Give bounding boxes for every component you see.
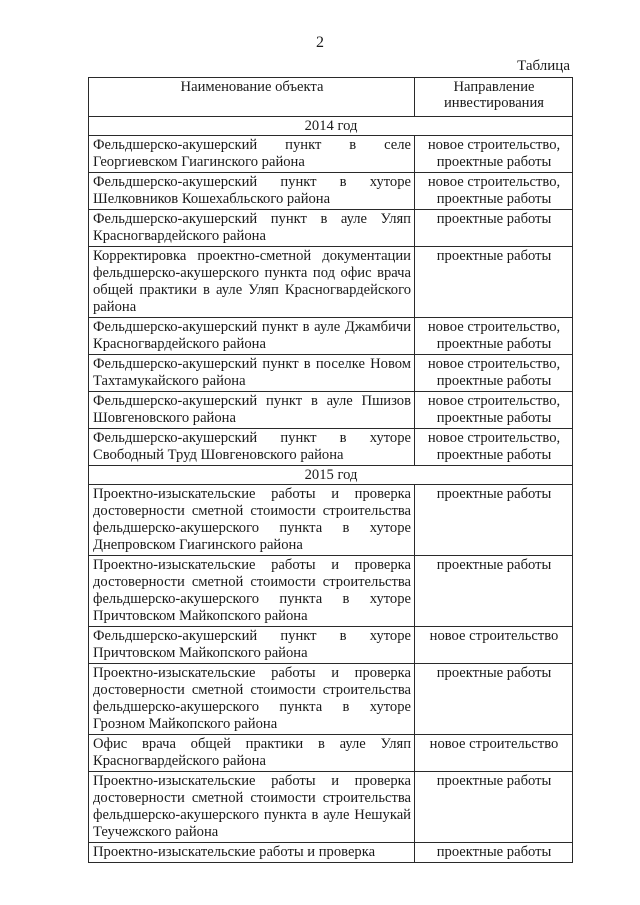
investment-direction: проектные работы xyxy=(415,843,573,863)
section-year-row xyxy=(89,466,573,485)
page-number: 2 xyxy=(316,34,324,51)
table-row xyxy=(89,392,573,429)
object-name: Фельдшерско-акушерский пункт в селе Георгиевском Гиагинского района xyxy=(89,136,415,173)
table-caption: Таблица xyxy=(517,58,570,74)
investment-direction: проектные работы xyxy=(415,485,573,556)
object-name: Проектно-изыскательские работы и проверка достоверности сметной стоимости строительства фельдшерско-акушерского пункта в хуторе Днепровском Гиагинского района xyxy=(89,485,415,556)
object-name: Фельдшерско-акушерский пункт в хуторе Шелковников Кошехабльского района xyxy=(89,173,415,210)
investment-direction: проектные работы xyxy=(415,247,573,318)
investment-direction: проектные работы xyxy=(415,556,573,627)
table-row xyxy=(89,173,573,210)
section-year: 2015 год xyxy=(89,466,573,485)
object-name: Корректировка проектно-сметной документации фельдшерско-акушерского пункта под офис врача общей практики в ауле Уляп Красногвардейского района xyxy=(89,247,415,318)
investment-direction: новое строительство, проектные работы xyxy=(415,318,573,355)
investment-direction: новое строительство, проектные работы xyxy=(415,429,573,466)
object-name: Проектно-изыскательские работы и проверка xyxy=(89,843,415,863)
object-name: Проектно-изыскательские работы и проверка достоверности сметной стоимости строительства фельдшерско-акушерского пункта в хуторе Грозном Майкопского района xyxy=(89,664,415,735)
investment-direction: проектные работы xyxy=(415,664,573,735)
investment-direction: новое строительство, проектные работы xyxy=(415,392,573,429)
investment-direction: новое строительство, проектные работы xyxy=(415,355,573,392)
object-name: Офис врача общей практики в ауле Уляп Красногвардейского района xyxy=(89,735,415,772)
investment-direction: новое строительство, проектные работы xyxy=(415,173,573,210)
investment-direction: новое строительство, проектные работы xyxy=(415,136,573,173)
table-row xyxy=(89,136,573,173)
table-row xyxy=(89,247,573,318)
investment-direction: проектные работы xyxy=(415,210,573,247)
investment-table xyxy=(88,77,573,863)
header-investment-direction: Направление инвестирования xyxy=(415,78,573,117)
object-name: Фельдшерско-акушерский пункт в хуторе Свободный Труд Шовгеновского района xyxy=(89,429,415,466)
investment-direction: проектные работы xyxy=(415,772,573,843)
section-year: 2014 год xyxy=(89,117,573,136)
table-row xyxy=(89,556,573,627)
table-row xyxy=(89,485,573,556)
object-name: Фельдшерско-акушерский пункт в хуторе Причтовском Майкопского района xyxy=(89,627,415,664)
table-row xyxy=(89,627,573,664)
table-row xyxy=(89,210,573,247)
table-row xyxy=(89,772,573,843)
table-row xyxy=(89,429,573,466)
investment-direction: новое строительство xyxy=(415,627,573,664)
object-name: Фельдшерско-акушерский пункт в ауле Пшизов Шовгеновского района xyxy=(89,392,415,429)
table-row xyxy=(89,735,573,772)
table-row xyxy=(89,843,573,863)
table-header-row xyxy=(89,78,573,117)
object-name: Проектно-изыскательские работы и проверка достоверности сметной стоимости строительства фельдшерско-акушерского пункта в хуторе Причтовском Майкопского района xyxy=(89,556,415,627)
table-row xyxy=(89,318,573,355)
header-object-name: Наименование объекта xyxy=(89,78,415,117)
object-name: Фельдшерско-акушерский пункт в ауле Джамбичи Красногвардейского района xyxy=(89,318,415,355)
object-name: Фельдшерско-акушерский пункт в поселке Новом Тахтамукайского района xyxy=(89,355,415,392)
investment-direction: новое строительство xyxy=(415,735,573,772)
object-name: Фельдшерско-акушерский пункт в ауле Уляп Красногвардейского района xyxy=(89,210,415,247)
table-row xyxy=(89,355,573,392)
object-name: Проектно-изыскательские работы и проверка достоверности сметной стоимости строительства фельдшерско-акушерского пункта в ауле Нешукай Теучежского района xyxy=(89,772,415,843)
table-row xyxy=(89,664,573,735)
section-year-row xyxy=(89,117,573,136)
